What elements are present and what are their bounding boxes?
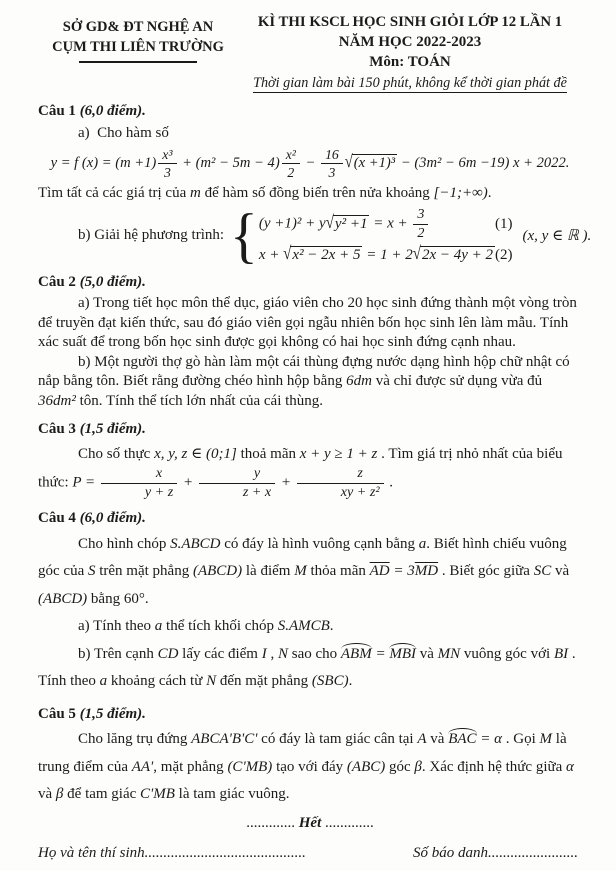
q1b-label: b) Giải hệ phương trình: xyxy=(78,226,225,243)
equation-2 xyxy=(258,243,513,264)
q1a-task: Tìm tất cả các giá trị của m để hàm số đồng biến trên nửa khoảng [−1;+∞). xyxy=(38,184,492,201)
q1a-function-formula: y = f (x) = (m +1) $\frac{\text{x³}}{3}$ + (m² − 5m − 4) $\frac{\text{x²}}{2}$ − $\frac{16}{3}$ √(x +1)³ − (3m² − 6m −19) x + 2022. xyxy=(50,147,570,181)
q1b-system-block xyxy=(38,201,592,270)
q4-intro-paragraph: Cho hình chóp S.ABCD có đáy là hình vuông cạnh bằng a. Biết hình chiếu vuông góc của S trên mặt phẳng (ABCD) là điểm M thỏa mãn $\overline{AD} = 3\overline{MD}$ . Biết góc giữa SC và (ABCD) bằng 60°. xyxy=(38,535,570,607)
system-domain: (x, y ∈ ℝ ). xyxy=(522,228,592,244)
candidate-info-row xyxy=(38,845,582,862)
equation-2-body: x + √x² − 2x + 5 = 1 + 2√2x − 4y + 2 xyxy=(258,243,494,264)
q2a-paragraph: a) Trong tiết học môn thể dục, giáo viên cho 20 học sinh đứng thành một vòng tròn để truyền đạt kiến thức, sau đó giáo viên gọi ngẫu nhiên bốn học sinh lên làm mẫu. Tính xác suất để trong bốn học sinh được gọi không có hai học sinh đứng cạnh nhau. xyxy=(38,295,577,351)
question-1 xyxy=(38,102,592,270)
q4b-paragraph: b) Trên cạnh CD lấy các điểm I , N sao cho ABM = MBI và MN vuông góc với BI . Tính theo a khoảng cách từ N đến mặt phẳng (SBC). xyxy=(38,645,576,690)
question-2 xyxy=(38,273,582,412)
candidate-number-line: Số báo danh........................ xyxy=(413,845,578,862)
q1a-intro: a) Cho hàm số xyxy=(78,124,169,141)
q3-paragraph: Cho số thực x, y, z ∈ (0;1] thoả mãn x + y ≥ 1 + z . Tìm giá trị nhỏ nhất của biểu thức: P = $\frac{x}{y + z}$ + $\frac{y}{z + x}$ + $\frac{z}{\text{xy + z²}}$ . xyxy=(38,445,563,500)
question-3-title: Câu 3 (1,5 điểm). xyxy=(38,421,146,438)
question-3 xyxy=(38,420,582,500)
end-marker: ............. Hết ............. xyxy=(246,814,374,831)
equation-1-number: (1) xyxy=(495,216,513,232)
equation-1-body: (y +1)² + y√y² +1 = x + $\frac{3}{2}$ xyxy=(259,207,431,242)
question-1-title: Câu 1 (6,0 điểm). xyxy=(38,103,146,119)
question-2-title: Câu 2 (5,0 điểm). xyxy=(38,273,146,290)
equation-1 xyxy=(259,207,513,242)
exam-duration: Thời gian làm bài 150 phút, không kể thời gian phát đề xyxy=(253,75,567,91)
exam-subject: Môn: TOÁN xyxy=(369,54,451,70)
q5-paragraph: Cho lăng trụ đứng ABCA'B'C' có đáy là tam giác cân tại A và BAC = α . Gọi M là trung điểm của AA', mặt phẳng (C'MB) tạo với đáy (ABC) góc β. Xác định hệ thức giữa α và β để tam giác C'MB là tam giác vuông. xyxy=(38,731,574,803)
equation-2-number: (2) xyxy=(495,246,513,263)
exam-title: KÌ THI KSCL HỌC SINH GIỎI LỚP 12 LẦN 1 xyxy=(257,14,563,30)
issuer-underline xyxy=(79,61,197,63)
issuer-block xyxy=(38,12,238,93)
question-5 xyxy=(38,705,582,834)
issuer-cluster: CỤM THI LIÊN TRƯỜNG xyxy=(52,39,224,55)
exam-duration-row xyxy=(238,73,582,93)
exam-title-block xyxy=(238,12,582,93)
question-4 xyxy=(38,509,582,696)
q2b-paragraph: b) Một người thợ gò hàn làm một cái thùng đựng nước dạng hình hộp chữ nhật có nắp bằng tôn. Biết rằng đường chéo hình hộp bằng 6dm và chỉ được sử dụng vừa đủ 36dm² tôn. Tính thể tích lớn nhất của cái thùng. xyxy=(38,353,570,409)
issuer-department: SỞ GD& ĐT NGHỆ AN xyxy=(62,19,214,35)
exam-year: NĂM HỌC 2022-2023 xyxy=(338,34,482,50)
system-equations xyxy=(259,207,513,264)
candidate-name-line: Họ và tên thí sinh........................................... xyxy=(38,845,306,862)
system-brace: { xyxy=(230,201,258,270)
exam-header xyxy=(38,12,582,93)
q4a-paragraph: a) Tính theo a thể tích khối chóp S.AMCB. xyxy=(78,618,334,635)
question-5-title: Câu 5 (1,5 điểm). xyxy=(38,705,146,722)
question-4-title: Câu 4 (6,0 điểm). xyxy=(38,510,146,527)
